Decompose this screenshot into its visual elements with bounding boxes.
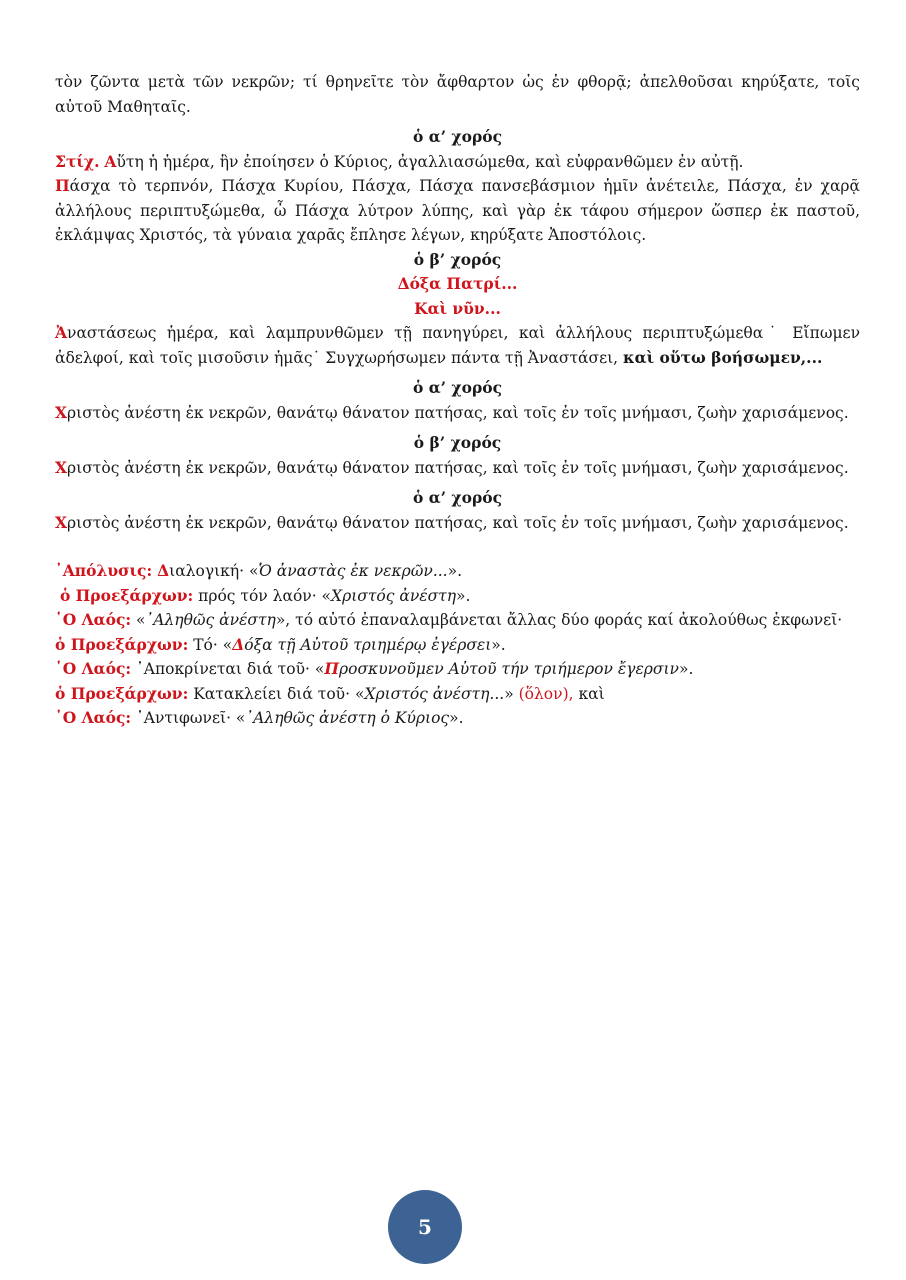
pascha-hymn [55, 174, 860, 248]
speaker-text: « [131, 611, 146, 629]
proexarchon-line-1 [55, 584, 860, 609]
olon-note: (ὅλον), [518, 684, 574, 703]
speaker-label: ὁ Προεξάρχων: [59, 585, 194, 605]
speaker-text: ᾿Αντιφωνεῖ· « [131, 709, 246, 727]
christos-text: ριστὸς ἀνέστη ἐκ νεκρῶν, θανάτῳ θάνατον πατήσας, καὶ τοῖς ἐν τοῖς μνήμασι, ζωὴν χαρισάμενος. [67, 458, 849, 477]
speaker-quote: Χριστός ἀνέστη... [364, 684, 505, 703]
drop-initial: Α [104, 151, 117, 171]
drop-initial: Δ [157, 561, 170, 580]
page-number: 5 [418, 1215, 432, 1239]
christos-anesti-3 [55, 511, 860, 536]
drop-initial: Χ [55, 512, 68, 532]
anastaseos-text: ναστάσεως ἡμέρα, καὶ λαμπρυνθῶμεν τῇ πανηγύρει, καὶ ἀλλήλους περιπτυξώμεθα˙ Εἴπωμεν ἀδελφοί, καὶ τοῖς μισοῦσιν ἡμᾶς˙ Συγχωρήσωμεν πάντα τῇ Ἀναστάσει, [55, 324, 860, 367]
drop-initial: Π [55, 176, 70, 195]
speaker-text-mid: » [504, 684, 519, 703]
choir-heading-b: ὁ β’ χορός [413, 433, 502, 452]
pascha-text: άσχα τὸ τερπνόν, Πάσχα Κυρίου, Πάσχα, Πάσχα πανσεβάσμιον ἡμῖν ἀνέτειλε, Πάσχα, ἐν χαρᾷ ἀλλήλους περιπτυξώμεθα, ὦ Πάσχα λύτρον λύπης, καὶ γὰρ ἐκ τάφου σήμερον ὥσπερ ἐκ παστοῦ, ἐκλάμψας Χριστός, τὰ γύναια χαρᾶς ἔπλησε λέγων, κηρύξατε Ἀποστόλοις. [55, 177, 860, 244]
speaker-label: ὁ Προεξάρχων: [55, 634, 189, 654]
laos-line-2 [55, 657, 860, 682]
speaker-text-end: ». [449, 709, 464, 727]
kai-nyn-heading: Καὶ νῦν... [414, 298, 501, 318]
page-number-badge [388, 1190, 462, 1264]
speaker-text: Κατακλείει διά τοῦ· « [188, 684, 365, 703]
christos-text: ριστὸς ἀνέστη ἐκ νεκρῶν, θανάτῳ θάνατον πατήσας, καὶ τοῖς ἐν τοῖς μνήμασι, ζωὴν χαρισάμενος. [67, 513, 849, 532]
apolysis-label: ᾿Απόλυσις: [55, 561, 153, 580]
speaker-label: ῾Ο Λαός: [55, 708, 132, 727]
anastaseos-bold-ending: καὶ οὕτω βοήσωμεν,... [623, 347, 823, 367]
speaker-label: ῾Ο Λαός: [55, 659, 132, 678]
speaker-text-end: », τό αὐτό ἐπαναλαμβάνεται ἄλλας δύο φοράς καί ἀκολούθως ἐκφωνεῖ· [275, 611, 843, 629]
drop-initial: Χ [55, 457, 68, 477]
choir-heading-a: ὁ α’ χορός [412, 378, 503, 397]
speaker-label: ὁ Προεξάρχων: [55, 683, 189, 703]
speaker-text: ᾿Αποκρίνεται διά τοῦ· « [131, 660, 325, 678]
christos-anesti-2 [55, 456, 860, 481]
choir-heading-b: ὁ β’ χορός [413, 249, 502, 269]
drop-initial: Ἀ [55, 323, 68, 342]
speaker-quote: Χριστός ἀνέστη [331, 586, 457, 605]
speaker-quote: ᾿Αληθῶς ἀνέστη ὁ Κύριος [245, 709, 450, 727]
speaker-text: πρός τόν λαόν· « [193, 586, 332, 605]
apolysis-text: ιαλογική· « [169, 562, 259, 580]
speaker-text-end: ». [491, 635, 506, 654]
speaker-quote: όξα τῇ Αὐτοῦ τριημέρῳ ἐγέρσει [244, 635, 492, 654]
apolysis-line [55, 559, 860, 584]
drop-initial: Δ [232, 634, 245, 654]
laos-line-1 [55, 608, 860, 633]
christos-text: ριστὸς ἀνέστη ἐκ νεκρῶν, θανάτῳ θάνατον πατήσας, καὶ τοῖς ἐν τοῖς μνήμασι, ζωὴν χαρισάμενος. [67, 403, 849, 422]
speaker-quote: ᾿Αληθῶς ἀνέστη [145, 611, 276, 629]
laos-line-3 [55, 706, 860, 731]
document-page [55, 70, 860, 731]
apolysis-quote: Ὁ ἀναστὰς ἐκ νεκρῶν... [258, 562, 448, 580]
speaker-quote: ροσκυνοῦμεν Αὐτοῦ τήν τριήμερον ἔγερσιν [339, 660, 679, 678]
drop-initial: Π [324, 659, 340, 678]
speaker-text-end: ». [678, 660, 694, 678]
apolysis-text-end: ». [447, 562, 463, 580]
speaker-text: Τό· « [188, 635, 233, 654]
anastaseos-hymn [55, 321, 860, 370]
stichos-text: ὕτη ἡ ἡμέρα, ἣν ἐποίησεν ὁ Κύριος, ἀγαλλιασώμεθα, καὶ εὐφρανθῶμεν ἐν αὐτῇ. [116, 152, 744, 171]
speaker-label: ῾Ο Λαός: [55, 610, 132, 629]
stichos-label: Στίχ. [55, 151, 100, 171]
stichos-line [55, 150, 860, 175]
proexarchon-line-2 [55, 633, 860, 658]
speaker-text-end: ». [456, 586, 471, 605]
christos-anesti-1 [55, 401, 860, 426]
choir-heading-a: ὁ α’ χορός [412, 488, 503, 507]
doxa-heading: Δόξα Πατρί... [397, 274, 518, 293]
paragraph-intro: τὸν ζῶντα μετὰ τῶν νεκρῶν; τί θρηνεῖτε τὸν ἄφθαρτον ὡς ἐν φθορᾷ; ἀπελθοῦσαι κηρύξατε, τοῖς αὐτοῦ Μαθηταῖς. [55, 73, 860, 116]
proexarchon-line-3 [55, 682, 860, 707]
speaker-text-end: καὶ [573, 684, 605, 703]
drop-initial: Χ [55, 402, 68, 422]
choir-heading-a: ὁ α’ χορός [412, 127, 503, 146]
